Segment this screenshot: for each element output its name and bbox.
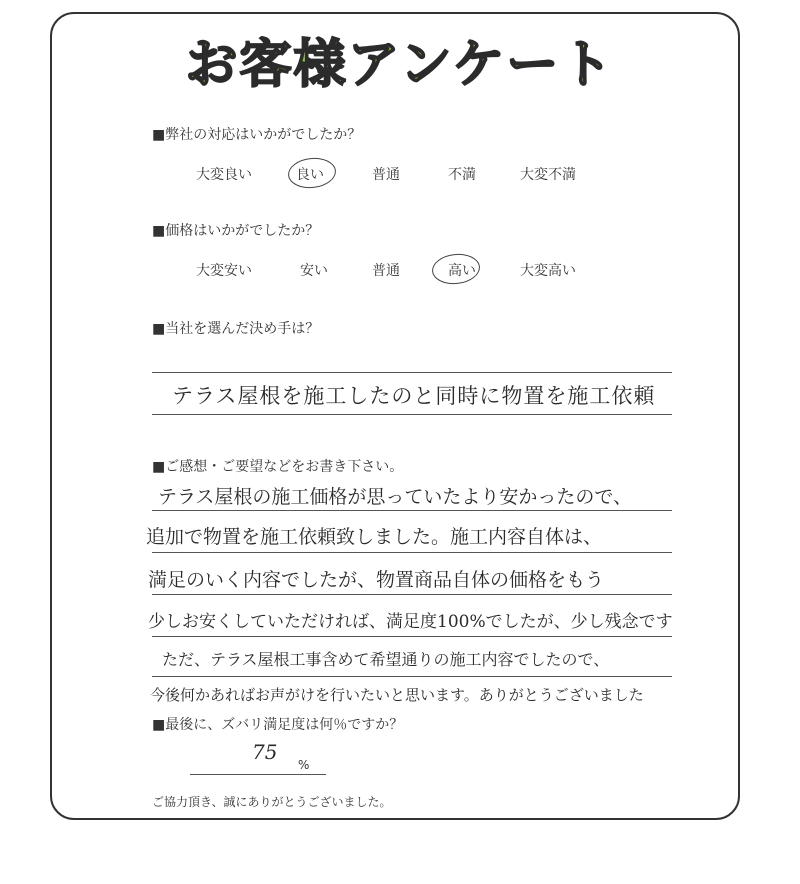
footer-thanks: ご協力頂き、誠にありがとうございました。 [152, 795, 392, 809]
service-option-very-good[interactable]: 大変良い [196, 167, 252, 183]
question-service: ■弊社の対応はいかがでしたか？ [152, 127, 362, 143]
price-option-cheap[interactable]: 安い [300, 263, 328, 279]
comment-rule-3 [152, 594, 672, 595]
answer-rule-top [152, 372, 672, 373]
satisfaction-rule [190, 774, 326, 775]
comment-line-5: ただ、テラス屋根工事含めて希望通りの施工内容でしたので、 [162, 650, 610, 669]
question-comments: ■ご感想・ご要望などをお書き下さい。 [152, 459, 404, 475]
service-option-unsatisfied[interactable]: 不満 [448, 167, 476, 183]
satisfaction-value: 75 [252, 740, 278, 764]
survey-title: お客様アンケート [185, 35, 615, 95]
price-option-expensive[interactable]: 高い [448, 263, 476, 279]
comment-line-1: テラス屋根の施工価格が思っていたより安かったので、 [158, 486, 633, 508]
answer-rule-bottom [152, 414, 672, 415]
price-option-very-expensive[interactable]: 大変高い [520, 263, 576, 279]
comment-line-4: 少しお安くしていただければ、満足度100%でしたが、少し残念です [148, 612, 673, 632]
price-options [196, 260, 596, 284]
comment-line-6: 今後何かあればお声がけを行いたいと思います。ありがとうございました [150, 686, 644, 704]
comment-rule-4 [152, 636, 672, 637]
service-option-good[interactable]: 良い [296, 167, 324, 183]
comment-rule-5 [152, 676, 672, 677]
service-options [196, 164, 596, 188]
comment-line-3: 満足のいく内容でしたが、物置商品自体の価格をもう [148, 569, 605, 591]
question-price: ■価格はいかがでしたか？ [152, 223, 320, 239]
price-option-average[interactable]: 普通 [372, 263, 400, 279]
satisfaction-unit: % [298, 758, 310, 772]
question-satisfaction: ■最後に、ズバリ満足度は何％ですか？ [152, 717, 404, 733]
service-option-average[interactable]: 普通 [372, 167, 400, 183]
comment-line-2: 追加で物置を施工依頼致しました。施工内容自体は、 [146, 526, 603, 548]
deciding-factor-answer: テラス屋根を施工したのと同時に物置を施工依頼 [172, 384, 656, 408]
comment-rule-2 [152, 552, 672, 553]
service-option-very-unsatisfied[interactable]: 大変不満 [520, 167, 576, 183]
question-deciding-factor: ■当社を選んだ決め手は？ [152, 321, 320, 337]
comment-rule-1 [152, 510, 672, 511]
price-option-very-cheap[interactable]: 大変安い [196, 263, 252, 279]
